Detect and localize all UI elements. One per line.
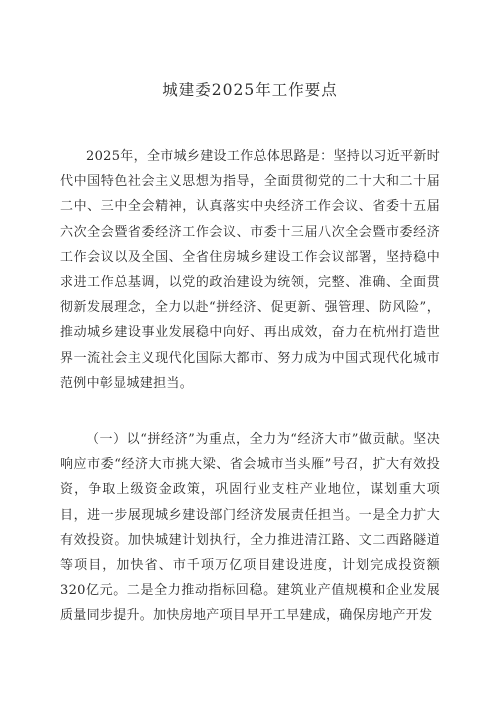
paragraph-overall-approach: 2025年，全市城乡建设工作总体思路是：坚持以习近平新时代中国特色社会主义思想为指导，全面贯彻党的二十大和二十届二中、三中全会精神，认真落实中央经济工作会议、省委十五届六次全会暨省委经济工作会议、市委十三届八次全会暨市委经济工作会议以及全国、全省住房城乡建设工作会议部署，坚持稳中求进工作总基调，以党的政治建设为统领，完整、准确、全面贯彻新发展理念，全力以赴“拼经济、促更新、强管理、防风险”，推动城乡建设事业发展稳中向好、再出成效，奋力在杭州打造世界一流社会主义现代化国际大都市、努力成为中国式现代化城市范例中彰显城建担当。 — [60, 149, 440, 391]
paragraph-economy-section: （一）以“拼经济”为重点，全力为“经济大市”做贡献。坚决响应市委“经济大市挑大梁、省会城市当头雁”号召，扩大有效投资，争取上级资金政策，巩固行业支柱产业地位，谋划重大项目，进一步展现城乡建设部门经济发展责任担当。一是全力扩大有效投资。加快城建计划执行，全力推进清江路、文二西路隧道等项目，加快省、市千项万亿项目建设进度，计划完成投资额320亿元。二是全力推动指标回稳。建筑业产值规模和企业发展质量同步提升。加快房地产项目早开工早建成，确保房地产开发 — [60, 432, 440, 624]
document-title: 城建委2025年工作要点 — [162, 81, 338, 99]
